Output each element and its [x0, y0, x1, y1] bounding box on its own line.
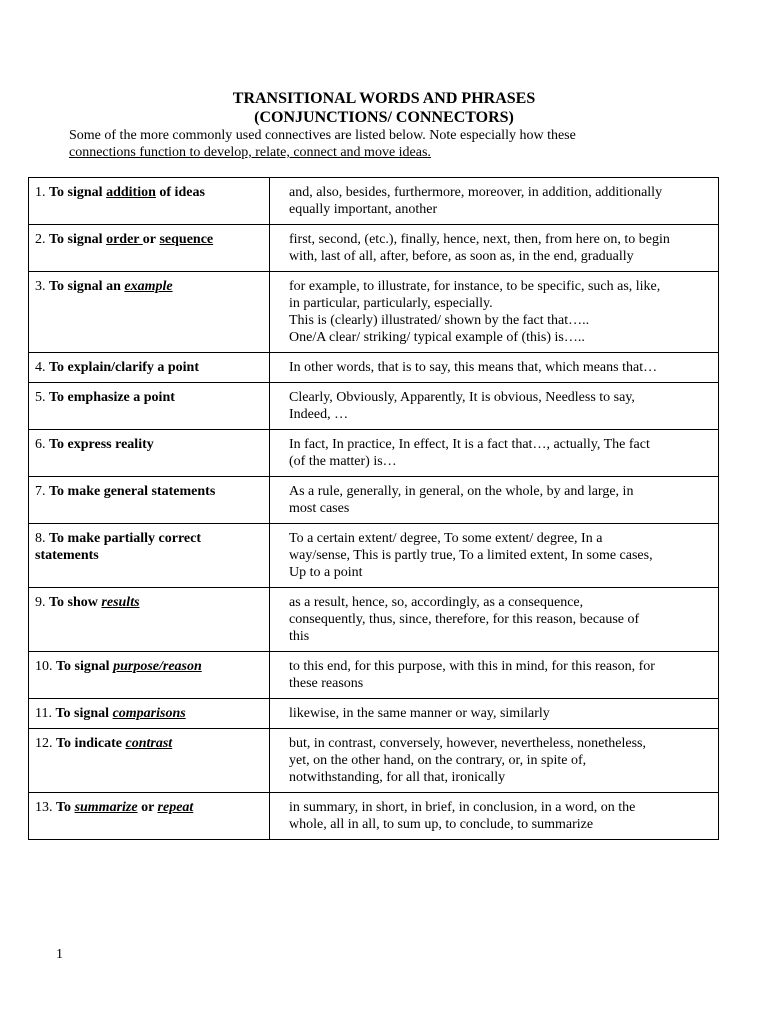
row-label-text: To signal [49, 232, 107, 247]
row-number: 11. [35, 706, 52, 721]
row-label-text: of ideas [155, 185, 205, 200]
table-row [29, 524, 719, 588]
row-label-text: To signal [56, 659, 114, 674]
row-label [29, 178, 270, 225]
row-keyword: example [124, 279, 173, 294]
connectives-line: One/A clear/ striking/ typical example of (this) is….. [289, 330, 585, 345]
table-row [29, 793, 719, 840]
connectives-line: for example, to illustrate, for instance, to be specific, such as, like, [289, 279, 661, 294]
row-label-text: To make partially correct [49, 531, 202, 546]
table-row [29, 699, 719, 729]
row-label-text: To show [49, 595, 102, 610]
row-label-text: To signal an [49, 279, 125, 294]
row-keyword: sequence [159, 232, 214, 247]
table-row [29, 353, 719, 383]
row-connectives [270, 793, 719, 840]
connectives-line: notwithstanding, for all that, ironically [289, 770, 506, 785]
row-number: 1. [35, 185, 46, 200]
connectives-table [28, 177, 719, 840]
connectives-line: In other words, that is to say, this means that, which means that… [289, 360, 658, 375]
row-label-text: To explain/clarify a point [49, 360, 200, 375]
row-label-text: or [137, 800, 158, 815]
row-number: 7. [35, 484, 46, 499]
row-connectives [270, 699, 719, 729]
intro-underlined-text: connections function to develop, relate, connect and move ideas. [69, 145, 431, 160]
connectives-line: yet, on the other hand, on the contrary, or, in spite of, [289, 753, 587, 768]
row-label-text: statements [35, 548, 99, 563]
row-number: 12. [35, 736, 53, 751]
table-row [29, 477, 719, 524]
connectives-line: and, also, besides, furthermore, moreover, in addition, additionally [289, 185, 663, 200]
row-connectives [270, 477, 719, 524]
connectives-line: with, last of all, after, before, as soon as, in the end, gradually [289, 249, 634, 264]
row-keyword: contrast [125, 736, 173, 751]
row-number: 8. [35, 531, 46, 546]
table-row [29, 383, 719, 430]
row-label [29, 383, 270, 430]
row-keyword: order [106, 232, 143, 247]
intro-text: Some of the more commonly used connectives are listed below. Note especially how these [69, 128, 576, 143]
row-number: 10. [35, 659, 53, 674]
connectives-line: equally important, another [289, 202, 438, 217]
connectives-line: these reasons [289, 676, 364, 691]
row-label-text: To signal [55, 706, 113, 721]
row-connectives [270, 524, 719, 588]
row-label [29, 430, 270, 477]
page-subtitle: (CONJUNCTIONS/ CONNECTORS) [254, 109, 514, 126]
row-label [29, 652, 270, 699]
row-label [29, 353, 270, 383]
connectives-line: In fact, In practice, In effect, It is a fact that…, actually, The fact [289, 437, 650, 452]
row-label [29, 699, 270, 729]
table-row [29, 178, 719, 225]
row-keyword: results [101, 595, 140, 610]
page-title: TRANSITIONAL WORDS AND PHRASES [232, 90, 536, 107]
row-number: 3. [35, 279, 46, 294]
connectives-line: whole, all in all, to sum up, to conclude, to summarize [289, 817, 594, 832]
connectives-line: To a certain extent/ degree, To some extent/ degree, In a [289, 531, 603, 546]
row-connectives [270, 652, 719, 699]
connectives-line: in particular, particularly, especially. [289, 296, 493, 311]
connectives-line: way/sense, This is partly true, To a limited extent, In some cases, [289, 548, 653, 563]
row-number: 2. [35, 232, 46, 247]
row-label-text: or [142, 232, 156, 247]
row-label [29, 793, 270, 840]
intro-paragraph [69, 127, 729, 161]
row-connectives [270, 272, 719, 353]
connectives-line: first, second, (etc.), finally, hence, next, then, from here on, to begin [289, 232, 670, 247]
row-connectives [270, 225, 719, 272]
row-number: 9. [35, 595, 46, 610]
table-row [29, 652, 719, 699]
row-keyword: repeat [157, 800, 194, 815]
connectives-line: most cases [289, 501, 350, 516]
row-label-text: To signal [49, 185, 107, 200]
connectives-line: in summary, in short, in brief, in conclusion, in a word, on the [289, 800, 636, 815]
row-label [29, 225, 270, 272]
connectives-line: but, in contrast, conversely, however, nevertheless, nonetheless, [289, 736, 646, 751]
row-number: 6. [35, 437, 46, 452]
table-row [29, 272, 719, 353]
table-row [29, 225, 719, 272]
row-label-text: To indicate [56, 736, 126, 751]
row-label-text: To [56, 800, 75, 815]
connectives-line: likewise, in the same manner or way, similarly [289, 706, 550, 721]
row-connectives [270, 353, 719, 383]
connectives-line: (of the matter) is… [289, 454, 397, 469]
row-connectives [270, 588, 719, 652]
row-number: 4. [35, 360, 46, 375]
row-label [29, 272, 270, 353]
connectives-line: Indeed, … [289, 407, 349, 422]
table-row [29, 430, 719, 477]
connectives-line: this [289, 629, 310, 644]
connectives-line: Clearly, Obviously, Apparently, It is obvious, Needless to say, [289, 390, 635, 405]
row-label-text: To make general statements [49, 484, 216, 499]
table-row [29, 588, 719, 652]
row-number: 5. [35, 390, 46, 405]
connectives-line: consequently, thus, since, therefore, for this reason, because of [289, 612, 640, 627]
row-label [29, 477, 270, 524]
row-connectives [270, 430, 719, 477]
row-label-text: To emphasize a point [49, 390, 175, 405]
connectives-line: as a result, hence, so, accordingly, as a consequence, [289, 595, 584, 610]
page-number: 1 [56, 947, 63, 962]
row-label [29, 729, 270, 793]
connectives-line: As a rule, generally, in general, on the whole, by and large, in [289, 484, 634, 499]
connectives-line: to this end, for this purpose, with this in mind, for this reason, for [289, 659, 655, 674]
row-connectives [270, 383, 719, 430]
row-keyword: purpose/reason [113, 659, 202, 674]
row-connectives [270, 729, 719, 793]
row-number: 13. [35, 800, 53, 815]
connectives-line: Up to a point [289, 565, 363, 580]
connectives-line: This is (clearly) illustrated/ shown by the fact that….. [289, 313, 590, 328]
row-keyword: summarize [74, 800, 138, 815]
row-label [29, 588, 270, 652]
row-keyword: comparisons [112, 706, 186, 721]
table-row [29, 729, 719, 793]
row-label [29, 524, 270, 588]
row-connectives [270, 178, 719, 225]
row-label-text: To express reality [49, 437, 154, 452]
row-keyword: addition [106, 185, 156, 200]
